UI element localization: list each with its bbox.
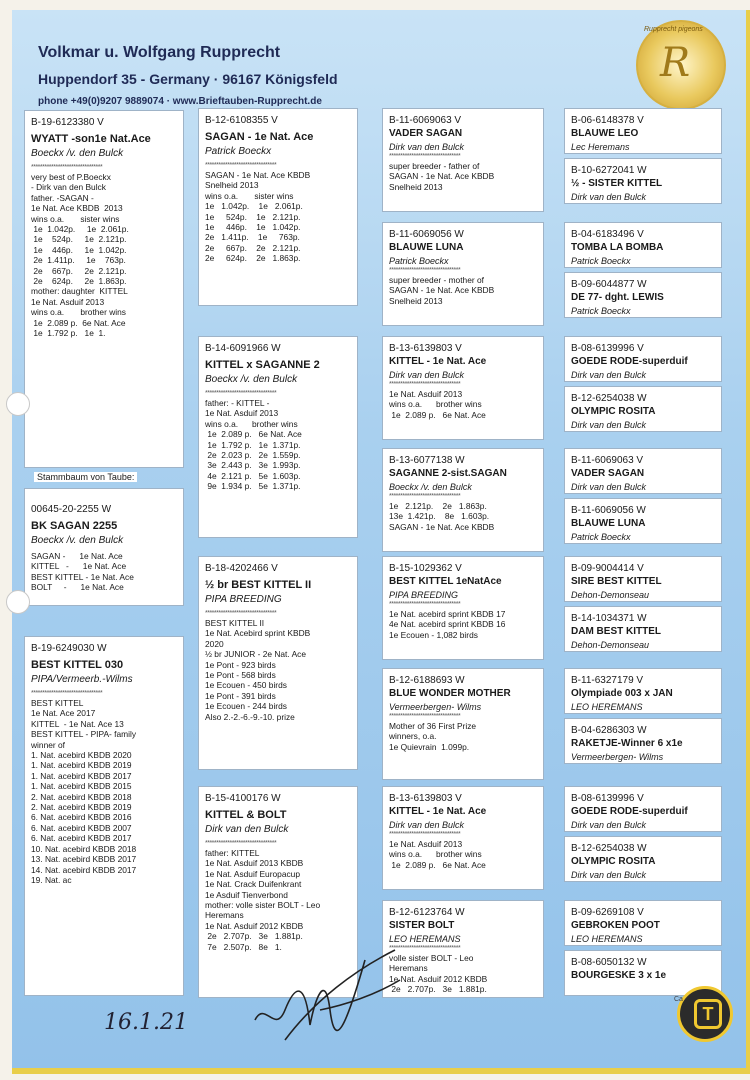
breeder-address: Huppendorf 35 - Germany · 96167 Königsfeld [38, 71, 338, 87]
info-line: 2e 667p. 2e 2.121p. [205, 242, 301, 253]
info-line: mother: daughter KITTEL [31, 286, 128, 297]
info-line: 1e 2.089 p. 6e Nat. Ace [205, 429, 302, 440]
great-grandparent-box [382, 222, 544, 326]
info-line: 2e 1.411p. 1e 763p. [205, 232, 300, 243]
ancestor-box [564, 606, 722, 652]
info-line: 1e Nat. acebird sprint KBDB 17 [389, 609, 506, 619]
info-line: 4e 2.121 p. 5e 1.603p. [205, 470, 301, 481]
ancestor-box [564, 786, 722, 832]
great-grandparent-box [382, 108, 544, 212]
info-line: 1e Pont - 923 birds [205, 659, 276, 670]
info-line: 1e Ecouen - 244 birds [205, 701, 287, 712]
ring-number: B-12-6254038 W [571, 393, 647, 404]
info-line: wins o.a. brother wins [205, 418, 298, 429]
info-line: 13. Nat. acebird KBDB 2017 [31, 854, 137, 865]
info-line: 2e 624p. 2e 1.863p. [205, 253, 301, 264]
info-line: 1. Nat. acebird KBDB 2020 [31, 750, 132, 761]
ring-number: B-09-6269108 V [571, 907, 644, 918]
breeder-name: Lec Heremans [571, 142, 630, 152]
pigeon-name: ½ - SISTER KITTEL [571, 178, 663, 189]
info-line: 1e Nat. Asduif Europacup [205, 868, 300, 879]
ring-number: B-13-6139803 V [389, 343, 462, 354]
info-line: SAGAN - 1e Nat. Ace [31, 551, 123, 561]
ancestor-box [564, 900, 722, 946]
ring-number: 00645-20-2255 W [31, 504, 112, 515]
ancestor-box [564, 448, 722, 494]
info-line: 2e 667p. 2e 2.121p. [31, 265, 127, 276]
separator-stars: ******************************** [389, 381, 461, 388]
breeder-name: Dirk van den Bulck [571, 820, 647, 830]
info-line: 9e 1.934 p. 5e 1.371p. [205, 481, 301, 492]
pigeon-name: BLAUWE LUNA [389, 242, 464, 253]
info-line: Snelheid 2013 [389, 181, 443, 192]
breeder-name: Dirk van den Bulck [389, 370, 465, 380]
breeder-name: Boeckx /v. den Bulck [31, 535, 124, 546]
info-line: 1e 524p. 1e 2.121p. [205, 211, 301, 222]
pigeon-name: KITTEL x SAGANNE 2 [205, 359, 320, 371]
info-line: very best of P.Boeckx [31, 172, 111, 182]
ring-number: B-08-6139996 V [571, 793, 644, 804]
great-grandparent-box [382, 448, 544, 552]
breeder-name: Patrick Boeckx [205, 146, 272, 157]
ring-number: B-11-6069056 W [571, 505, 646, 516]
ring-number: B-12-6188693 W [389, 675, 465, 686]
breeder-name: Dirk van den Bulck [571, 370, 647, 380]
logo-ring-text: Rupprecht pigeons [644, 26, 703, 33]
info-line: Heremans [205, 910, 244, 921]
separator-stars: ******************************** [205, 610, 277, 617]
info-line: 6. Nat. acebird KBDB 2016 [31, 812, 132, 823]
ancestor-box [564, 718, 722, 764]
pigeon-name: VADER SAGAN [389, 128, 463, 139]
punch-hole [6, 590, 30, 614]
breeder-name: Patrick Boeckx [571, 256, 631, 266]
separator-stars: ******************************** [389, 713, 461, 720]
pigeon-name: KITTEL & BOLT [205, 809, 287, 821]
info-line: 1e 1.792 p. 1e 1.371p. [205, 439, 301, 450]
breeder-name: PIPA BREEDING [205, 594, 282, 605]
ring-number: B-04-6183496 V [571, 229, 644, 240]
info-line: wins o.a. sister wins [31, 213, 120, 224]
info-line: father: - KITTEL - [205, 398, 270, 408]
pigeon-name: Olympiade 003 x JAN [571, 688, 673, 699]
pigeon-name: SISTER BOLT [389, 920, 455, 931]
info-line: 14. Nat. acebird KBDB 2017 [31, 864, 137, 875]
info-line: SAGAN - 1e Nat. Ace KBDB [205, 170, 311, 180]
separator-stars: ******************************** [389, 945, 461, 952]
logo-letter: R [660, 40, 691, 86]
info-line: KITTEL - 1e Nat. Ace [31, 561, 127, 572]
info-line: Heremans [389, 963, 428, 974]
scanner-t-icon: T [694, 999, 722, 1029]
breeder-name: Dirk van den Bulck [205, 824, 289, 835]
pigeon-name: SAGANNE 2-sist.SAGAN [389, 468, 507, 479]
ring-number: B-12-6108355 V [205, 115, 278, 126]
info-line: 1e 1.042p. 1e 2.061p. [31, 224, 129, 235]
breeder-title: Volkmar u. Wolfgang Rupprecht [38, 44, 281, 61]
breeder-name: Boeckx /v. den Bulck [31, 148, 124, 159]
info-line: Mother of 36 First Prize [389, 721, 477, 731]
info-line: 6. Nat. acebird KBDB 2017 [31, 833, 132, 844]
breeder-name: Patrick Boeckx [571, 532, 631, 542]
separator-stars: ******************************** [31, 690, 103, 697]
pigeon-name: BLAUWE LEO [571, 128, 639, 139]
info-line: 2e 1.411p. 1e 763p. [31, 255, 126, 266]
great-grandparent-box [382, 556, 544, 660]
info-line: 1e Nat. Acebird sprint KBDB [205, 628, 311, 639]
info-line: 1e Nat. Asduif 2012 KBDB [389, 973, 488, 984]
ancestor-box [564, 158, 722, 204]
ring-number: B-15-4100176 W [205, 793, 281, 804]
ring-number: B-04-6286303 W [571, 725, 647, 736]
breeder-name: Dirk van den Bulck [571, 420, 647, 430]
pigeon-name: BK SAGAN 2255 [31, 520, 118, 532]
separator-stars: ******************************** [389, 493, 461, 500]
info-line: 1e Nat. Asduif 2013 [205, 408, 279, 419]
separator-stars: ******************************** [389, 267, 461, 274]
pigeon-name: SIRE BEST KITTEL [571, 576, 662, 587]
separator-stars: ******************************** [389, 601, 461, 608]
pigeon-name: BLAUWE LUNA [571, 518, 646, 529]
ancestor-box [564, 668, 722, 714]
pigeon-name: WYATT -son1e Nat.Ace [31, 133, 151, 145]
breeder-name: LEO HEREMANS [571, 934, 643, 944]
info-line: 1e Ecouen - 1,082 birds [389, 629, 478, 640]
info-line: 1e Pont - 391 birds [205, 690, 276, 701]
info-line: 1e 524p. 1e 2.121p. [31, 234, 127, 245]
pigeon-name: DE 77- dght. LEWIS [571, 292, 664, 303]
breeder-name: Dirk van den Bulck [571, 482, 647, 492]
ring-number: B-19-6123380 V [31, 117, 104, 128]
ring-number: B-11-6069063 V [389, 115, 462, 126]
breeder-name: Dirk van den Bulck [571, 192, 647, 202]
info-line: 2e 2.707p. 3e 1.881p. [389, 984, 487, 995]
info-line: 1e Ecouen - 450 birds [205, 680, 287, 691]
pigeon-name: OLYMPIC ROSITA [571, 406, 656, 417]
info-line: 2e 2.023 p. 2e 1.559p. [205, 450, 301, 461]
info-line: - Dirk van den Bulck [31, 182, 106, 193]
info-line: 1e 2.121p. 2e 1.863p. [389, 501, 487, 511]
signature-date: 16.1.21 [104, 1010, 188, 1035]
info-line: 1e Nat. Asduif 2013 KBDB [205, 858, 304, 869]
info-line: winner of [31, 739, 65, 750]
info-line: 1e Nat. Crack Duifenkrant [205, 879, 302, 890]
great-grandparent-box [382, 900, 544, 998]
pigeon-name: BEST KITTEL 1eNatAce [389, 576, 502, 587]
info-line: Also 2.-2.-6.-9.-10. prize [205, 711, 295, 722]
info-line: 1. Nat. acebird KBDB 2015 [31, 781, 132, 792]
grandparent-box [198, 108, 358, 306]
info-line: 19. Nat. ac [31, 874, 72, 885]
breeder-name: Dirk van den Bulck [389, 142, 465, 152]
info-line: 1e Nat. Asduif 2013 [31, 296, 105, 307]
info-line: wins o.a. brother wins [389, 849, 482, 860]
info-line: father. -SAGAN - [31, 192, 94, 203]
info-line: KITTEL - 1e Nat. Ace 13 [31, 718, 124, 729]
pigeon-name: BEST KITTEL 030 [31, 659, 124, 671]
info-line: 4e Nat. acebird sprint KBDB 16 [389, 619, 506, 630]
separator-stars: ******************************** [389, 153, 461, 160]
info-line: 1e Nat. Asduif 2012 KBDB [205, 920, 304, 931]
grandparent-box [198, 556, 358, 770]
info-line: BEST KITTEL - PIPA- family [31, 729, 137, 740]
ring-number: B-11-6327179 V [571, 675, 644, 686]
info-line: 7e 2.507p. 8e 1. [205, 941, 282, 952]
info-line: father: KITTEL [205, 848, 260, 858]
breeder-name: Patrick Boeckx [389, 256, 449, 266]
ring-number: B-09-6044877 W [571, 279, 647, 290]
pigeon-name: KITTEL - 1e Nat. Ace [389, 356, 487, 367]
handwritten-signature [225, 940, 405, 1050]
ancestor-box [564, 272, 722, 318]
info-line: BEST KITTEL [31, 698, 84, 708]
info-line: BEST KITTEL - 1e Nat. Ace [31, 571, 134, 582]
info-line: wins o.a. sister wins [205, 190, 294, 201]
pigeon-name: GOEDE RODE-superduif [571, 806, 688, 817]
subject-box [24, 488, 184, 606]
separator-stars: ******************************** [389, 831, 461, 838]
father-box [24, 110, 184, 468]
info-line: 2020 [205, 638, 224, 649]
pigeon-name: BOURGESKE 3 x 1e [571, 970, 667, 981]
separator-stars: ******************************** [31, 164, 103, 171]
ring-number: B-13-6077138 W [389, 455, 465, 466]
breeder-name: Dirk van den Bulck [571, 870, 647, 880]
separator-stars: ******************************** [205, 390, 277, 397]
pigeon-name: RAKETJE-Winner 6 x1e [571, 738, 683, 749]
info-line: winners, o.a. [389, 731, 437, 742]
ring-number: B-11-6069056 W [389, 229, 464, 240]
info-line: 1e Nat. Asduif 2013 [389, 839, 463, 849]
breeder-name: PIPA BREEDING [389, 590, 459, 600]
separator-stars: ******************************** [205, 162, 277, 169]
ancestor-box [564, 222, 722, 268]
info-line: 2e 2.707p. 3e 1.881p. [205, 931, 303, 942]
info-line: 1e 1.042p. 1e 2.061p. [205, 201, 303, 212]
ancestor-box [564, 836, 722, 882]
ring-number: B-14-1034371 W [571, 613, 647, 624]
info-line: 10. Nat. acebird KBDB 2018 [31, 843, 137, 854]
ancestor-box [564, 108, 722, 154]
info-line: ½ br JUNIOR - 2e Nat. Ace [205, 649, 306, 660]
info-line: 1e Pont - 568 birds [205, 670, 276, 681]
info-line: 2. Nat. acebird KBDB 2019 [31, 802, 132, 813]
great-grandparent-box [382, 786, 544, 890]
info-line: super breeder - father of [389, 161, 480, 171]
ring-number: B-13-6139803 V [389, 793, 462, 804]
info-line: 2. Nat. acebird KBDB 2018 [31, 791, 132, 802]
info-line: Snelheid 2013 [389, 295, 443, 306]
info-line: 1e 446p. 1e 1.042p. [31, 244, 127, 255]
breeder-name: LEO HEREMANS [571, 702, 643, 712]
breeder-contact: phone +49(0)9207 9889074 · www.Brieftauben-Rupprecht.de [38, 96, 322, 107]
info-line: 1e Quievrain 1.099p. [389, 741, 470, 752]
info-line: 2e 624p. 2e 1.863p. [31, 276, 127, 287]
ancestor-box [564, 498, 722, 544]
grandparent-box [198, 336, 358, 538]
ring-number: B-06-6148378 V [571, 115, 644, 126]
ancestor-box [564, 556, 722, 602]
badge-caption: Ca [674, 996, 683, 1003]
info-line: SAGAN - 1e Nat. Ace KBDB [389, 285, 495, 296]
info-line: SAGAN - 1e Nat. Ace KBDB [389, 521, 495, 532]
breeder-name: Patrick Boeckx [571, 306, 631, 316]
info-line: mother: volle sister BOLT - Leo [205, 900, 321, 911]
info-line: wins o.a. brother wins [389, 399, 482, 410]
ring-number: B-11-6069063 V [571, 455, 644, 466]
info-line: 6. Nat. acebird KBDB 2007 [31, 822, 132, 833]
ring-number: B-10-6272041 W [571, 165, 647, 176]
info-line: 1e 2.089 p. 6e Nat. Ace [389, 859, 486, 870]
great-grandparent-box [382, 668, 544, 780]
pigeon-name: GOEDE RODE-superduif [571, 356, 688, 367]
info-line: 1e Nat. Ace KBDB 2013 [31, 203, 123, 214]
info-line: BEST KITTEL II [205, 618, 265, 628]
ring-number: B-12-6123764 W [389, 907, 465, 918]
ring-number: B-19-6249030 W [31, 643, 107, 654]
pigeon-name: KITTEL - 1e Nat. Ace [389, 806, 487, 817]
breeder-name: Dirk van den Bulck [389, 820, 465, 830]
ring-number: B-15-1029362 V [389, 563, 462, 574]
breeder-name: LEO HEREMANS [389, 934, 461, 944]
info-line: BOLT - 1e Nat. Ace [31, 582, 124, 593]
pigeon-name: GEBROKEN POOT [571, 920, 660, 931]
pigeon-name: OLYMPIC ROSITA [571, 856, 656, 867]
breeder-name: Dehon-Demonseau [571, 640, 650, 650]
info-line: 1e 2.089 p. 6e Nat. Ace [389, 409, 486, 420]
pigeon-name: TOMBA LA BOMBA [571, 242, 664, 253]
stammbaum-label: Stammbaum von Taube: [34, 472, 137, 482]
ring-number: B-08-6139996 V [571, 343, 644, 354]
info-line: 13e 1.421p. 8e 1.603p. [389, 511, 490, 522]
pigeon-name: DAM BEST KITTEL [571, 626, 661, 637]
info-line: super breeder - mother of [389, 275, 484, 285]
ring-number: B-09-9004414 V [571, 563, 644, 574]
breeder-name: Dehon-Demonseau [571, 590, 650, 600]
info-line: 1e 446p. 1e 1.042p. [205, 222, 301, 233]
scanner-app-badge[interactable] [677, 986, 733, 1042]
info-line: wins o.a. brother wins [31, 307, 126, 318]
great-grandparent-box [382, 336, 544, 440]
info-line: volle sister BOLT - Leo [389, 953, 474, 963]
rupprecht-logo [636, 20, 726, 110]
info-line: 1e Nat. Ace 2017 [31, 708, 96, 719]
pigeon-name: VADER SAGAN [571, 468, 645, 479]
info-line: 1e 1.792 p. 1e 1. [31, 328, 106, 339]
pigeon-name: BLUE WONDER MOTHER [389, 688, 511, 699]
breeder-name: Vermeerbergen- Wilms [571, 752, 664, 762]
ring-number: B-14-6091966 W [205, 343, 281, 354]
mother-box [24, 636, 184, 996]
punch-hole [6, 392, 30, 416]
pigeon-name: ½ br BEST KITTEL II [205, 579, 312, 591]
ring-number: B-12-6254038 W [571, 843, 647, 854]
info-line: SAGAN - 1e Nat. Ace KBDB [389, 171, 495, 182]
info-line: 1e Asduif Tienverbond [205, 889, 288, 900]
breeder-name: Boeckx /v. den Bulck [205, 374, 298, 385]
info-line: 1. Nat. acebird KBDB 2017 [31, 770, 132, 781]
info-line: 1e 2.089 p. 6e Nat. Ace [31, 317, 126, 328]
ancestor-box [564, 336, 722, 382]
ancestor-box [564, 386, 722, 432]
pigeon-name: SAGAN - 1e Nat. Ace [205, 131, 314, 143]
separator-stars: ******************************** [205, 840, 277, 847]
info-line: 1. Nat. acebird KBDB 2019 [31, 760, 132, 771]
info-line: 3e 2.443 p. 3e 1.993p. [205, 460, 301, 471]
breeder-name: Vermeerbergen- Wilms [389, 702, 482, 712]
ring-number: B-18-4202466 V [205, 563, 278, 574]
breeder-name: Boeckx /v. den Bulck [389, 482, 472, 492]
breeder-name: PIPA/Vermeerb.-Wilms [31, 674, 133, 685]
info-line: Snelheid 2013 [205, 180, 259, 191]
ring-number: B-08-6050132 W [571, 957, 647, 968]
info-line: 1e Nat. Asduif 2013 [389, 389, 463, 399]
